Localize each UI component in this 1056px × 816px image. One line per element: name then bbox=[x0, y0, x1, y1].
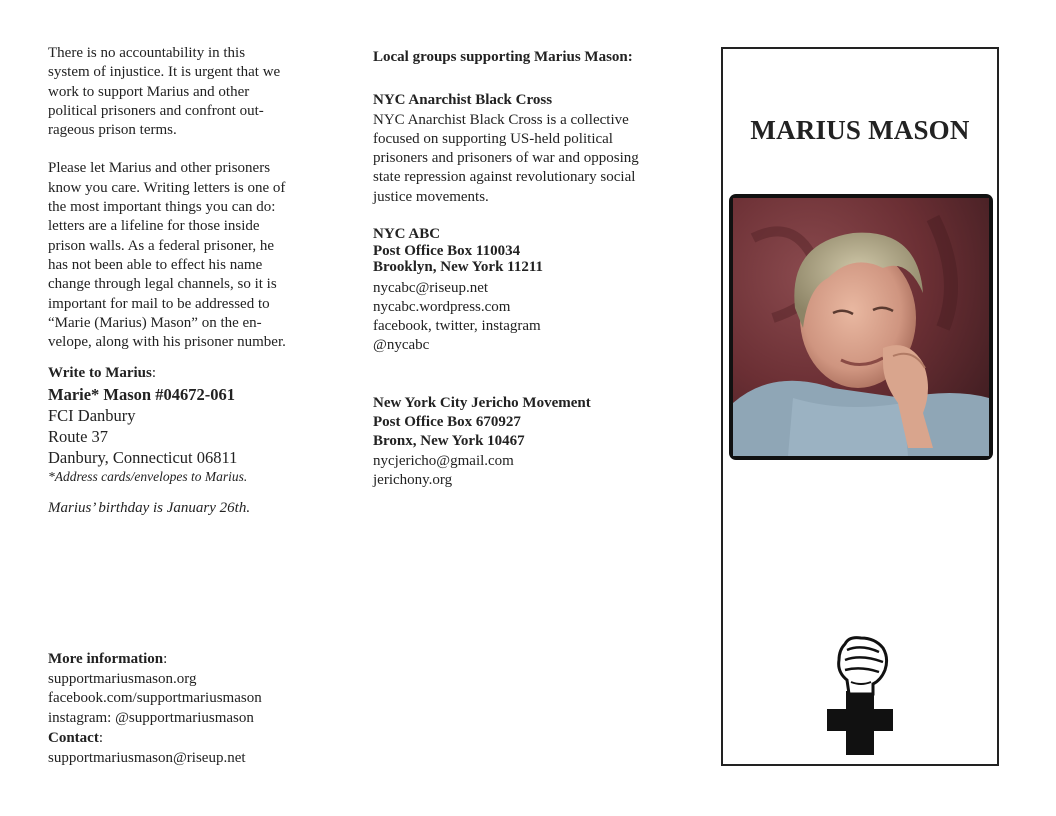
abc-description bbox=[373, 111, 673, 207]
anarchist-black-cross-fist-icon bbox=[827, 636, 893, 761]
write-label: Write to Marius: bbox=[48, 365, 157, 382]
intro-line: political prisoners and confront out- bbox=[48, 102, 264, 119]
contact-email[interactable]: supportmariusmason@riseup.net bbox=[48, 749, 246, 766]
more-info-label: More information: bbox=[48, 651, 168, 667]
abc-social: facebook, twitter, instagram bbox=[373, 318, 541, 335]
abc-address bbox=[373, 226, 673, 276]
abc-website[interactable]: nycabc.wordpress.com bbox=[373, 298, 511, 315]
jericho-address bbox=[373, 394, 673, 452]
letters-line: Please let Marius and other prisoners bbox=[48, 160, 271, 177]
portrait-photo bbox=[729, 194, 993, 460]
address-note: *Address cards/envelopes to Marius. bbox=[48, 468, 248, 484]
jericho-contacts bbox=[373, 452, 673, 491]
letters-line: important for mail to be addressed to bbox=[48, 295, 270, 312]
abc-name: NYC Anarchist Black Cross bbox=[373, 92, 553, 109]
portrait-photo-icon bbox=[733, 198, 989, 456]
letters-line: “Marie (Marius) Mason” on the en- bbox=[48, 314, 262, 331]
abc-desc-line: NYC Anarchist Black Cross is a collective bbox=[373, 111, 629, 128]
abc-contacts bbox=[373, 279, 673, 356]
letters-line: letters are a lifeline for those inside bbox=[48, 218, 260, 235]
mailing-address bbox=[48, 384, 310, 485]
abc-desc-line: focused on supporting US-held political bbox=[373, 130, 613, 147]
cover-title: MARIUS MASON bbox=[750, 115, 970, 145]
contact-label: Contact: bbox=[48, 729, 103, 746]
more-information bbox=[48, 650, 348, 768]
address-line: FCI Danbury bbox=[48, 405, 136, 425]
intro-line: system of injustice. It is urgent that we bbox=[48, 64, 281, 81]
jericho-address-line: Post Office Box 670927 bbox=[373, 414, 521, 431]
address-name: Marie* Mason #04672-061 bbox=[48, 384, 235, 404]
letters-paragraph bbox=[48, 159, 310, 352]
jericho-address-line: Bronx, New York 10467 bbox=[373, 433, 525, 450]
intro-paragraph bbox=[48, 44, 310, 140]
address-line: Danbury, Connecticut 06811 bbox=[48, 447, 238, 467]
abc-desc-line: justice movements. bbox=[373, 188, 489, 205]
jericho-email[interactable]: nycjericho@gmail.com bbox=[373, 452, 514, 469]
jericho-address-line: New York City Jericho Movement bbox=[373, 394, 591, 411]
abc-address-line: Post Office Box 110034 bbox=[373, 242, 521, 259]
abc-email[interactable]: nycabc@riseup.net bbox=[373, 279, 489, 296]
facebook-link[interactable]: facebook.com/supportmariusmason bbox=[48, 690, 262, 707]
letters-line: velope, along with his prisoner number. bbox=[48, 334, 286, 351]
local-groups-heading: Local groups supporting Marius Mason: bbox=[373, 49, 633, 65]
address-line: Route 37 bbox=[48, 426, 109, 446]
intro-line: There is no accountability in this bbox=[48, 45, 246, 61]
abc-desc-line: state repression against revolutionary social bbox=[373, 169, 636, 186]
jericho-website[interactable]: jerichony.org bbox=[373, 471, 453, 488]
letters-line: prison walls. As a federal prisoner, he bbox=[48, 237, 275, 254]
website-link[interactable]: supportmariusmason.org bbox=[48, 670, 197, 687]
cover-panel bbox=[721, 47, 999, 766]
birthday-note: Marius’ birthday is January 26th. bbox=[48, 499, 251, 516]
letters-line: has not been able to effect his name bbox=[48, 256, 263, 273]
letters-line: change through legal channels, so it is bbox=[48, 276, 277, 293]
intro-line: work to support Marius and other bbox=[48, 83, 250, 100]
instagram-handle[interactable]: instagram: @supportmariusmason bbox=[48, 710, 254, 727]
letters-line: the most important things you can do: bbox=[48, 199, 276, 216]
abc-address-line: Brooklyn, New York 11211 bbox=[373, 259, 544, 276]
local-groups-column bbox=[373, 48, 673, 490]
abc-address-line: NYC ABC bbox=[373, 226, 441, 243]
intro-column bbox=[48, 44, 310, 518]
letters-line: know you care. Writing letters is one of bbox=[48, 179, 286, 196]
intro-line: rageous prison terms. bbox=[48, 122, 177, 139]
abc-handle[interactable]: @nycabc bbox=[373, 337, 430, 354]
abc-desc-line: prisoners and prisoners of war and opposing bbox=[373, 150, 639, 167]
